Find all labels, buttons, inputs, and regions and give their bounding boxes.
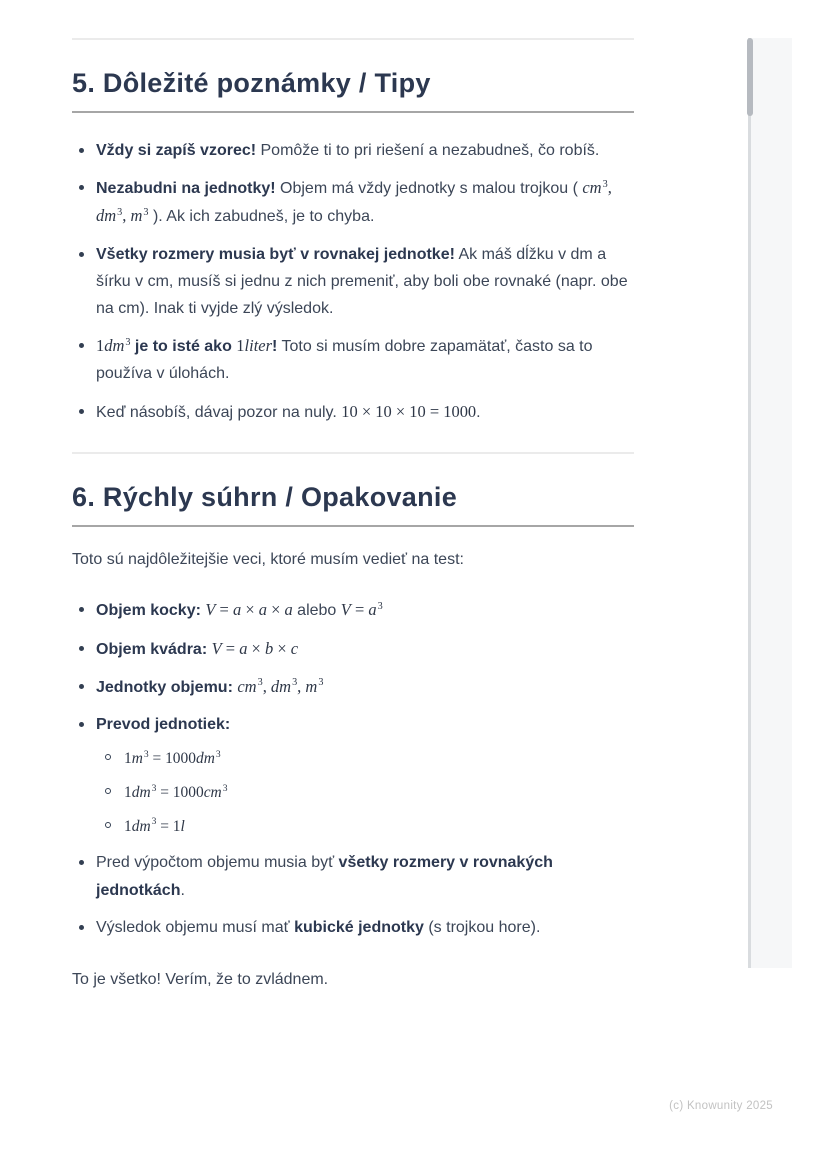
- text-run: Výsledok objemu musí mať: [96, 918, 295, 936]
- section-6-intro: Toto sú najdôležitejšie veci, ktoré musím vedieť na test:: [72, 550, 464, 568]
- bullet-item: [72, 711, 634, 839]
- scrollbar-track[interactable]: [748, 38, 792, 968]
- math-expression: $cm^3$, $dm^3$, $m^3$: [237, 676, 324, 696]
- bullet-dot-icon: [79, 409, 84, 414]
- bullet-dot-icon: [79, 925, 84, 930]
- bold-text-run: Všetky rozmery musia byť v rovnakej jednotke!: [96, 245, 455, 263]
- sub-bullet-item: [102, 814, 634, 840]
- math-expression: $1dm^3 = 1000cm^3$: [124, 782, 228, 801]
- bullet-dot-icon: [79, 185, 84, 190]
- bullet-dot-icon: [79, 252, 84, 257]
- math-expression: $cm^3$, $dm^3$, $m^3$: [96, 178, 612, 226]
- text-run: Keď násobíš, dávaj pozor na nuly.: [96, 403, 342, 421]
- text-run: Objem má vždy jednotky s malou trojkou (: [275, 180, 583, 198]
- math-expression: $1m^3 = 1000dm^3$: [124, 748, 221, 768]
- text-run: Ak máš dĺžku v dm a šírku v cm, musíš si jednu z nich premeniť, aby boli obe rovnaké (napr. obe na cm). Inak ti vyjde zlý výsledok.: [96, 245, 628, 317]
- math-expression: V = a × a × a: [205, 600, 293, 620]
- bullet-item: [72, 241, 634, 323]
- bullet-item: [72, 673, 634, 701]
- bold-text-run: Jednotky objemu:: [96, 678, 238, 696]
- bullet-item: [72, 332, 634, 387]
- section-6-title: 6. Rýchly súhrn / Opakovanie: [72, 452, 634, 527]
- bold-text-run: Prevod jednotiek:: [96, 715, 231, 733]
- bold-text-run: !: [272, 338, 278, 356]
- bold-text-run: kubické jednotky: [294, 918, 424, 936]
- text-run: .: [180, 881, 185, 899]
- section-5-bullet-list: [72, 137, 634, 426]
- bullet-item: [72, 849, 634, 903]
- copyright-text: (c) Knowunity 2025: [669, 1100, 773, 1112]
- text-run: alebo: [292, 602, 341, 620]
- bullet-dot-icon: [79, 684, 84, 689]
- bullet-item: [72, 596, 634, 624]
- bold-text-run: všetky rozmery v rovnakých jednotkách: [96, 854, 553, 899]
- math-expression: $V = a^3$: [340, 600, 383, 620]
- bullet-dot-icon: [79, 860, 84, 865]
- bold-text-run: Vždy si zapíš vzorec!: [96, 142, 257, 160]
- bullet-dot-icon: [79, 722, 84, 727]
- bullet-item: [72, 914, 634, 941]
- bold-text-run: Nezabudni na jednotky!: [96, 180, 276, 198]
- math-expression: $1dm^3 = 1l$: [124, 816, 185, 835]
- bullet-item: [72, 137, 634, 164]
- bullet-circle-icon: [105, 754, 111, 760]
- sub-bullet-item: [102, 746, 634, 772]
- sub-bullet-item: [102, 780, 634, 806]
- math-expression: 1liter: [236, 336, 272, 356]
- math-expression: V = a × b × c: [211, 638, 299, 658]
- text-run: Pred výpočtom objemu musia byť: [96, 854, 339, 872]
- section-6-bullet-list: [72, 596, 634, 941]
- bullet-item: [72, 635, 634, 663]
- bullet-item: [72, 174, 634, 230]
- text-run: Toto si musím dobre zapamätať, často sa to používa v úlohách.: [96, 338, 593, 383]
- bullet-circle-icon: [105, 788, 111, 794]
- math-expression: $1dm^3$: [96, 336, 131, 356]
- bullet-dot-icon: [79, 607, 84, 612]
- section-quick-summary: [72, 452, 634, 993]
- bullet-dot-icon: [79, 646, 84, 651]
- section-5-title: 5. Dôležité poznámky / Tipy: [72, 38, 634, 113]
- scrollbar-thumb[interactable]: [747, 38, 753, 116]
- text-run: .: [476, 403, 481, 421]
- bullet-circle-icon: [105, 822, 111, 828]
- text-run: ). Ak ich zabudneš, je to chyba.: [148, 208, 375, 226]
- section-important-notes: [72, 38, 634, 426]
- bullet-dot-icon: [79, 148, 84, 153]
- math-expression: 10 × 10 × 10 = 1000: [341, 401, 477, 421]
- bullet-dot-icon: [79, 343, 84, 348]
- closing-note: To je všetko! Verím, že to zvládnem.: [72, 970, 329, 988]
- content-column: [72, 0, 634, 993]
- bullet-item: [72, 398, 634, 426]
- bold-text-run: Objem kvádra:: [96, 640, 212, 658]
- sub-bullet-list: [96, 746, 634, 839]
- bold-text-run: Objem kocky:: [96, 602, 206, 620]
- text-run: (s trojkou hore).: [423, 918, 541, 936]
- text-run: Pomôže ti to pri riešení a nezabudneš, čo robíš.: [256, 142, 600, 160]
- bold-text-run: je to isté ako: [130, 338, 237, 356]
